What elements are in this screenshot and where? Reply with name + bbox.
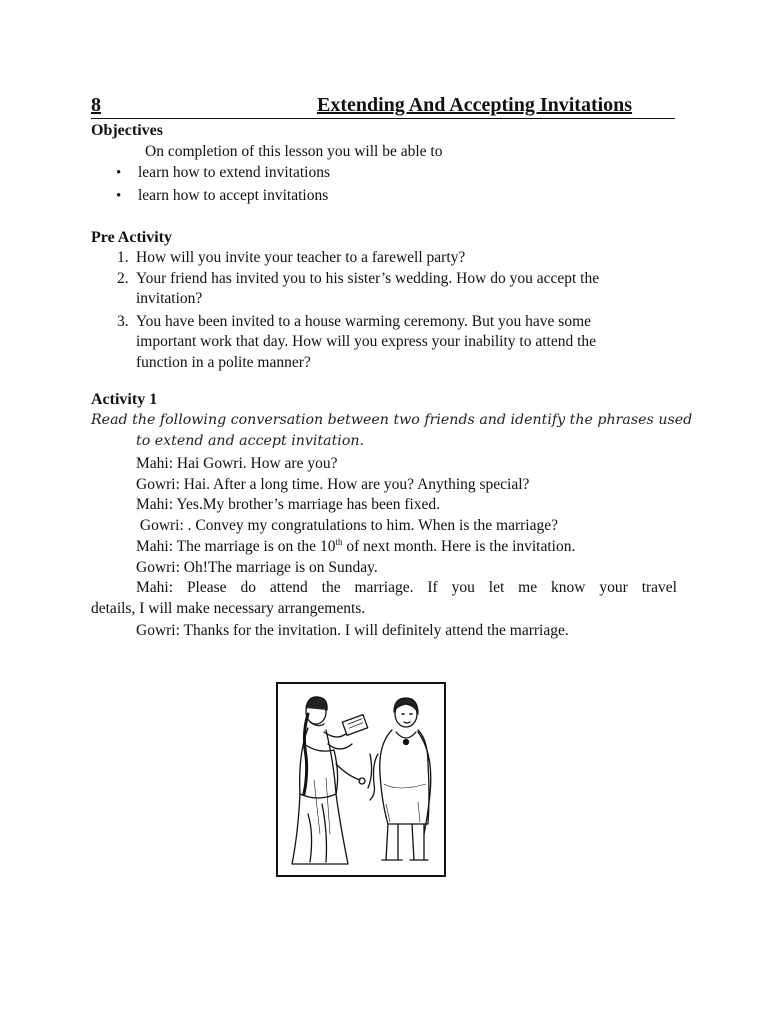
objectives-heading: Objectives <box>91 122 163 139</box>
activity1-heading: Activity 1 <box>91 391 158 408</box>
ordinal-superscript: th <box>335 536 343 547</box>
pre-activity-question: You have been invited to a house warming ceremony. But you have some <box>136 313 592 330</box>
pre-activity-heading: Pre Activity <box>91 229 173 246</box>
dialogue-line: Mahi: Yes.My brother’s marriage has been fixed. <box>136 496 441 513</box>
title-underline <box>91 118 675 119</box>
dialogue-text: Mahi: The marriage is on the 10 <box>136 538 336 555</box>
activity1-instruction: Read the following conversation between two friends and identify the phrases used <box>91 412 693 428</box>
bullet-icon: • <box>116 188 122 204</box>
invitation-illustration <box>276 682 446 877</box>
two-women-illustration <box>278 684 444 875</box>
lesson-number: 8 <box>91 94 101 116</box>
dialogue-line: Mahi: Please do attend the marriage. If you let me know your travel <box>136 579 677 596</box>
dialogue-line: Gowri: . Convey my congratulations to him. When is the marriage? <box>136 517 558 534</box>
pre-activity-question-cont: function in a polite manner? <box>136 354 311 371</box>
pre-activity-question: How will you invite your teacher to a farewell party? <box>136 249 466 266</box>
pre-activity-question: Your friend has invited you to his sister’s wedding. How do you accept the <box>136 270 600 287</box>
dialogue-line-cont: details, I will make necessary arrangements. <box>91 600 366 617</box>
dialogue-line: Mahi: Hai Gowri. How are you? <box>136 455 338 472</box>
dialogue-line <box>136 538 575 556</box>
pre-activity-question-cont: invitation? <box>136 290 203 307</box>
activity1-instruction-cont: to extend and accept invitation. <box>136 433 365 449</box>
list-number: 1. <box>117 249 129 266</box>
dialogue-line: Gowri: Thanks for the invitation. I will definitely attend the marriage. <box>136 622 569 639</box>
objective-item: learn how to extend invitations <box>138 164 330 181</box>
bullet-icon: • <box>116 165 122 181</box>
list-number: 3. <box>117 313 129 330</box>
objective-item: learn how to accept invitations <box>138 187 329 204</box>
list-number: 2. <box>117 270 129 287</box>
dialogue-line: Gowri: Oh!The marriage is on Sunday. <box>136 559 378 576</box>
dialogue-text: of next month. Here is the invitation. <box>342 538 576 555</box>
page-title: Extending And Accepting Invitations <box>317 94 633 116</box>
pre-activity-question-cont: important work that day. How will you express your inability to attend the <box>136 333 597 350</box>
objectives-intro: On completion of this lesson you will be able to <box>145 143 443 160</box>
dialogue-line: Gowri: Hai. After a long time. How are you? Anything special? <box>136 476 530 493</box>
